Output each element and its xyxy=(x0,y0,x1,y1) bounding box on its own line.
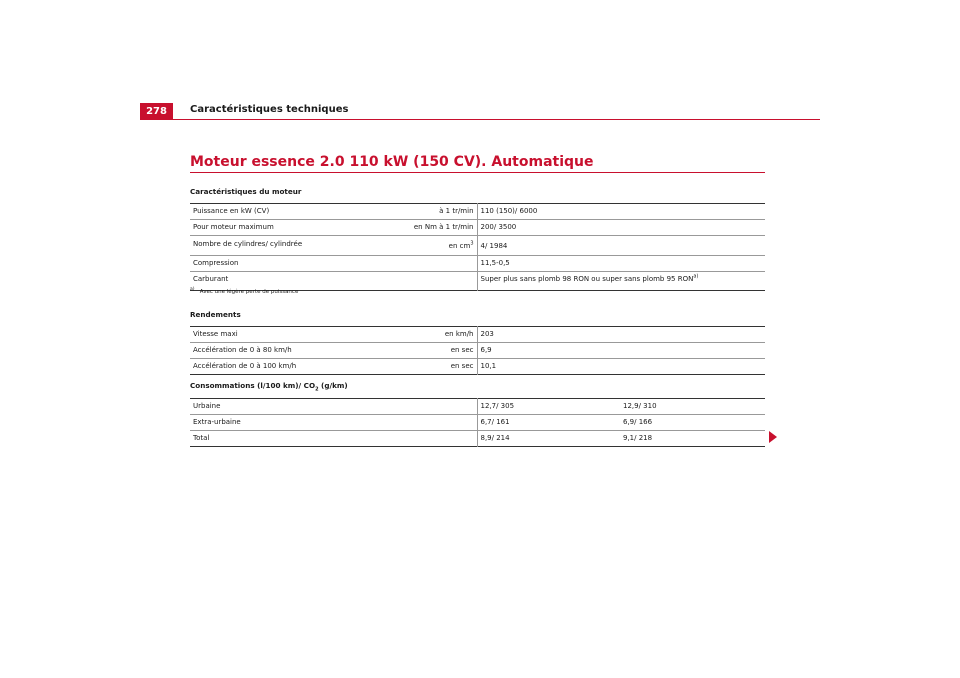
heading-unit: (g/km) xyxy=(318,381,348,390)
performance-heading: Rendements xyxy=(190,310,241,319)
table-row xyxy=(190,220,765,236)
row-value: 4/ 1984 xyxy=(477,236,765,256)
footnote xyxy=(190,289,298,295)
table-row xyxy=(190,272,765,291)
section-rule xyxy=(190,172,765,173)
row-label: Accélération de 0 à 80 km/h xyxy=(193,346,292,354)
section-title: Moteur essence 2.0 110 kW (150 CV). Automatique xyxy=(190,154,594,170)
heading-subscript: 2 xyxy=(315,386,319,393)
table-cell-label xyxy=(190,236,477,256)
table-cell-label xyxy=(190,272,477,291)
consumption-table xyxy=(190,398,765,447)
table-cell-label xyxy=(190,327,477,343)
unit-superscript: 3 xyxy=(470,240,474,247)
heading-text: Consommations (l/100 km)/ CO xyxy=(190,381,316,390)
row-label: Nombre de cylindres/ cylindrée xyxy=(193,240,303,248)
row-unit: en Nm à 1 tr/min xyxy=(413,223,474,231)
table-row xyxy=(190,256,765,272)
table-cell-label xyxy=(190,220,477,236)
header-rule xyxy=(140,119,820,120)
table-row xyxy=(190,343,765,359)
row-label: Carburant xyxy=(193,275,229,283)
row-value: 9,1/ 218 xyxy=(623,434,653,442)
row-value: 10,1 xyxy=(477,359,765,375)
row-unit xyxy=(449,236,474,255)
row-label: Pour moteur maximum xyxy=(193,223,274,231)
table-cell-label xyxy=(190,343,477,359)
row-value: 11,5-0,5 xyxy=(477,256,765,272)
row-unit: en km/h xyxy=(444,330,474,338)
row-label: Vitesse maxi xyxy=(193,330,238,338)
header-title: Caractéristiques techniques xyxy=(190,104,349,115)
row-unit: en sec xyxy=(450,362,474,370)
row-label: Urbaine xyxy=(190,399,477,415)
row-unit: à 1 tr/min xyxy=(439,207,474,215)
next-page-arrow-icon xyxy=(769,431,777,443)
row-value: 12,7/ 305 xyxy=(477,399,620,415)
row-value: 200/ 3500 xyxy=(477,220,765,236)
row-unit: en sec xyxy=(450,346,474,354)
table-row xyxy=(190,399,765,415)
row-value: 12,9/ 310 xyxy=(620,399,765,415)
table-row xyxy=(190,431,765,447)
table-row xyxy=(190,359,765,375)
footnote-mark: a) xyxy=(190,287,195,293)
consumption-heading xyxy=(190,381,348,392)
table-row xyxy=(190,236,765,256)
row-label: Total xyxy=(193,434,210,442)
row-value: 6,9 xyxy=(477,343,765,359)
table-row xyxy=(190,415,765,431)
value-text: Super plus sans plomb 98 RON ou super sans plomb 95 RON xyxy=(480,275,694,283)
row-label: Accélération de 0 à 100 km/h xyxy=(193,362,297,370)
footnote-reference: a) xyxy=(693,273,699,280)
row-label: Extra-urbaine xyxy=(190,415,477,431)
table-cell-label xyxy=(190,204,477,220)
engine-heading: Caractéristiques du moteur xyxy=(190,187,302,196)
table-row xyxy=(190,204,765,220)
row-value: 6,9/ 166 xyxy=(620,415,765,431)
row-value: 110 (150)/ 6000 xyxy=(477,204,765,220)
row-value: 203 xyxy=(477,327,765,343)
page-number: 278 xyxy=(140,103,173,119)
row-value xyxy=(477,272,765,291)
row-label: Compression xyxy=(193,259,239,267)
row-label: Puissance en kW (CV) xyxy=(193,207,270,215)
table-cell-label xyxy=(190,359,477,375)
table-cell-label xyxy=(190,256,477,272)
footnote-text: Avec une légère perte de puissance xyxy=(199,289,299,295)
table-row xyxy=(190,327,765,343)
performance-table xyxy=(190,326,765,375)
row-value: 8,9/ 214 xyxy=(477,431,620,447)
unit-text: en cm xyxy=(448,242,471,250)
row-value: 6,7/ 161 xyxy=(477,415,620,431)
engine-table xyxy=(190,203,765,291)
